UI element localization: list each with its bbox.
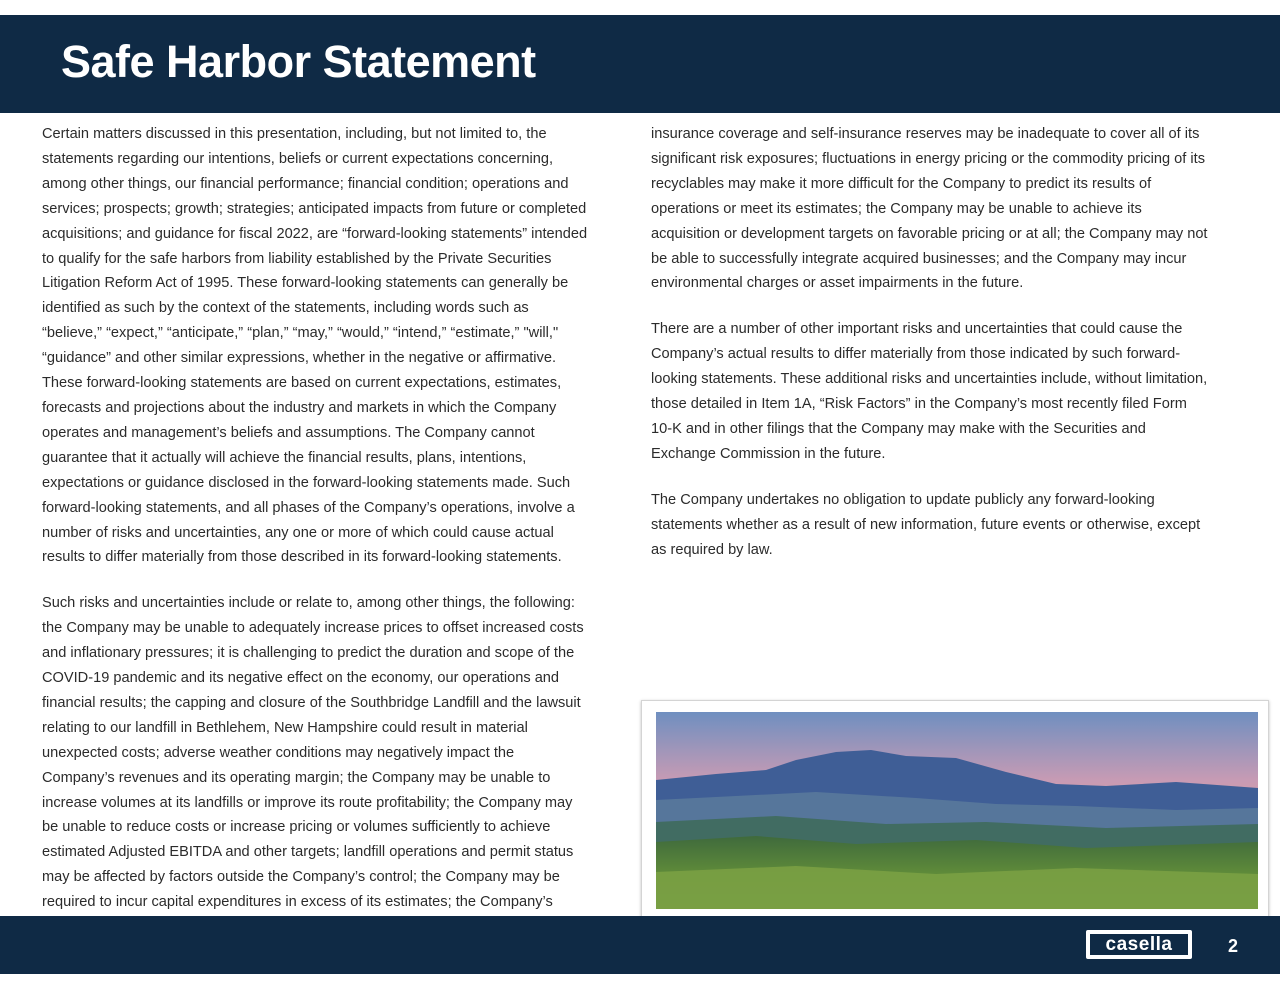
text-line: statements regarding our intentions, beliefs or current expectations concerning,	[42, 150, 554, 167]
text-line: statements whether as a result of new information, future events or otherwise, except	[651, 516, 1201, 533]
text-line: significant risk exposures; fluctuations in energy pricing or the commodity pricing of its	[651, 150, 1205, 167]
text-line: There are a number of other important risks and uncertainties that could cause the	[651, 321, 1183, 338]
risks-paragraph	[42, 591, 644, 915]
mountain-landscape-photo	[656, 712, 1258, 909]
logo-wordmark: casella	[1090, 934, 1188, 955]
text-line: 10-K and in other filings that the Company may make with the Securities and	[651, 420, 1146, 437]
text-line: relating to our landfill in Bethlehem, New Hampshire could result in material	[42, 719, 528, 736]
text-line: required to incur capital expenditures in excess of its estimates; the Company’s	[42, 894, 553, 911]
text-line: “believe,” “expect,” “anticipate,” “plan,” “may,” “would,” “intend,” “estimate,” "will,"	[42, 325, 559, 342]
text-line: the Company may be unable to adequately increase prices to offset increased costs	[42, 620, 584, 637]
text-line: Company’s actual results to differ materially from those indicated by such forward-	[651, 346, 1181, 363]
text-line: financial results; the capping and closure of the Southbridge Landfill and the lawsuit	[42, 694, 581, 711]
text-line: may be affected by factors outside the Company’s control; the Company may be	[42, 869, 560, 886]
text-line: those detailed in Item 1A, “Risk Factors” in the Company’s most recently filed Form	[651, 396, 1187, 413]
text-line: Such risks and uncertainties include or relate to, among other things, the following:	[42, 595, 575, 612]
page-number: 2	[1228, 936, 1239, 956]
text-line: insurance coverage and self-insurance reserves may be inadequate to cover all of its	[651, 126, 1200, 142]
text-line: “guidance” and other similar expressions, whether in the negative or affirmative.	[42, 350, 557, 367]
text-line: guarantee that it actually will achieve the financial results, plans, intentions,	[42, 449, 527, 466]
text-line: forward-looking statements, and all phases of the Company’s operations, involve a	[42, 499, 575, 516]
casella-logo	[1086, 930, 1192, 959]
text-line: forecasts and projections about the industry and markets in which the Company	[42, 399, 557, 416]
text-line: to qualify for the safe harbors from liability established by the Private Securities	[42, 250, 552, 267]
text-line: operations or meet its estimates; the Company may be unable to achieve its	[651, 200, 1142, 217]
text-line: acquisition or development targets on favorable pricing or at all; the Company may not	[651, 225, 1208, 242]
text-line: Litigation Reform Act of 1995. These forward-looking statements can generally be	[42, 275, 569, 292]
text-line: estimated Adjusted EBITDA and other targets; landfill operations and permit status	[42, 844, 574, 861]
risks-continued-paragraph	[651, 122, 1271, 296]
text-line: These forward-looking statements are based on current expectations, estimates,	[42, 375, 562, 392]
text-line: acquisitions; and guidance for fiscal 2022, are “forward-looking statements” intended	[42, 225, 588, 242]
intro-paragraph	[42, 122, 644, 570]
text-line: be unable to reduce costs or increase pricing or volumes sufficiently to achieve	[42, 819, 551, 836]
text-line: services; prospects; growth; strategies; anticipated impacts from future or completed	[42, 200, 587, 217]
text-line: Certain matters discussed in this presentation, including, but not limited to, the	[42, 126, 547, 142]
text-line: and inflationary pressures; it is challenging to predict the duration and scope of the	[42, 645, 575, 662]
text-line: COVID-19 pandemic and its negative effect on the economy, our operations and	[42, 670, 560, 687]
left-text-column	[42, 122, 644, 936]
text-line: Company’s revenues and its operating margin; the Company may be unable to	[42, 769, 551, 786]
text-line: expectations or guidance disclosed in the forward-looking statements made. Such	[42, 474, 571, 491]
text-line: be able to successfully integrate acquired businesses; and the Company may incur	[651, 250, 1187, 267]
text-line: as required by law.	[651, 541, 773, 558]
page-title: Safe Harbor Statement	[61, 36, 536, 87]
text-line: number of risks and uncertainties, any one or more of which could cause actual	[42, 524, 554, 541]
text-line: The Company undertakes no obligation to update publicly any forward-looking	[651, 491, 1155, 508]
no-obligation-paragraph	[651, 488, 1271, 563]
text-line: operates and management’s beliefs and assumptions. The Company cannot	[42, 424, 535, 441]
landscape-photo-frame	[641, 700, 1269, 918]
text-line: among other things, our financial performance; financial condition; operations and	[42, 175, 569, 192]
text-line: recyclables may make it more difficult for the Company to predict its results of	[651, 175, 1152, 192]
right-text-column	[651, 122, 1271, 584]
text-line: increase volumes at its landfills or improve its route profitability; the Company may	[42, 794, 573, 811]
text-line: Exchange Commission in the future.	[651, 445, 886, 462]
text-line: unexpected costs; adverse weather conditions may negatively impact the	[42, 744, 515, 761]
text-line: looking statements. These additional risks and uncertainties include, without limitation,	[651, 371, 1208, 388]
text-line: identified as such by the context of the statements, including words such as	[42, 300, 529, 317]
other-risks-paragraph	[651, 317, 1271, 466]
text-line: results to differ materially from those described in its forward-looking statements.	[42, 549, 562, 566]
text-line: environmental charges or asset impairments in the future.	[651, 275, 1024, 292]
